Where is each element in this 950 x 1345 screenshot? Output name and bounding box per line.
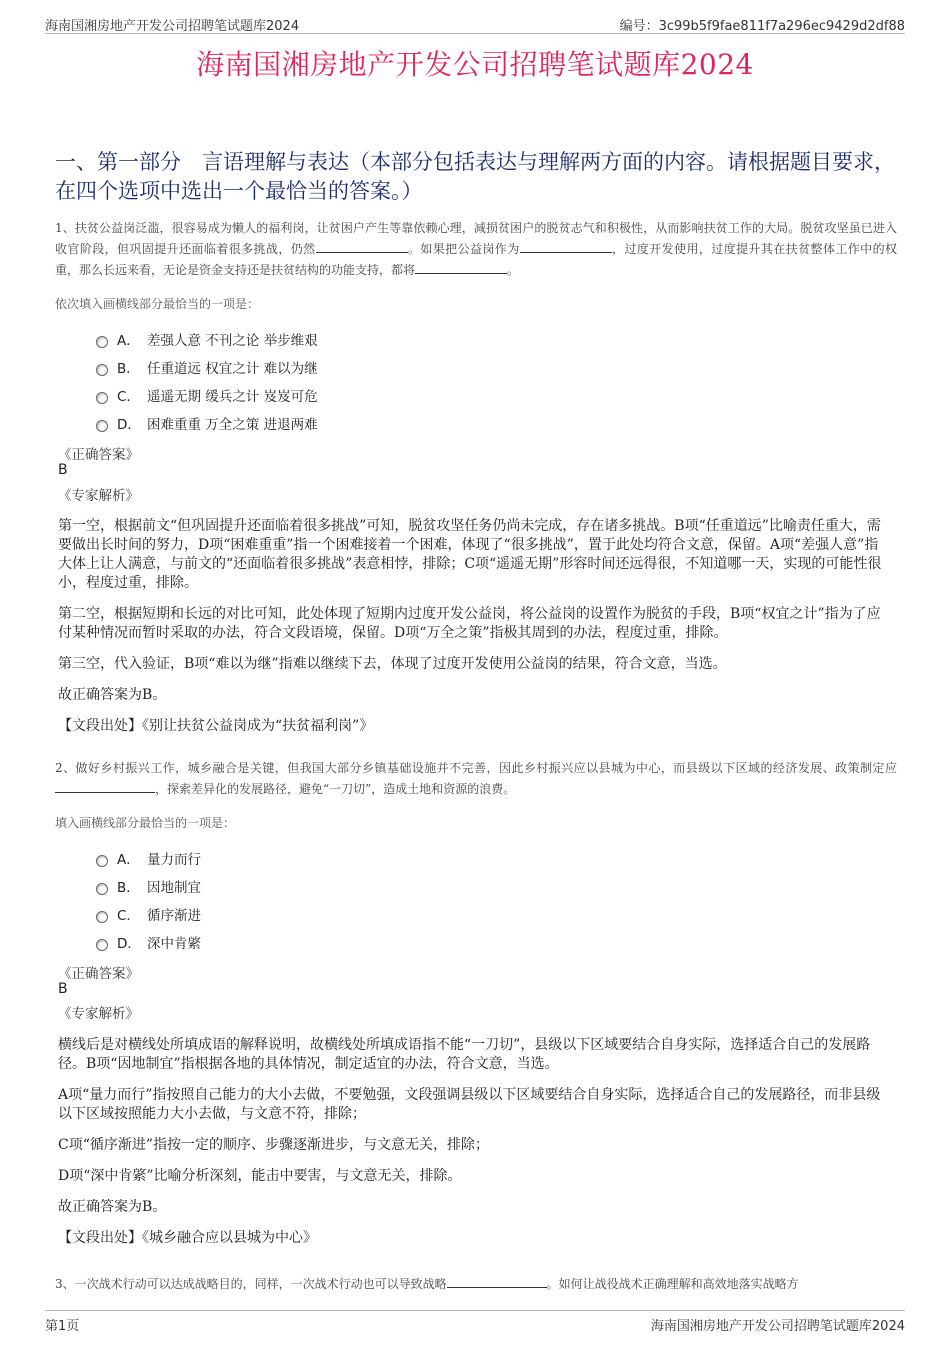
question-1-analysis [58, 517, 886, 748]
radio-icon[interactable] [96, 855, 108, 867]
option-a[interactable]: A． 量力而行 [96, 844, 201, 872]
page-title: 海南国湘房地产开发公司招聘笔试题库2024 [196, 48, 754, 81]
option-b[interactable]: B． 任重道远 权宜之计 难以为继 [96, 353, 318, 381]
question-1-prompt: 依次填入画横线部分最恰当的一项是： [55, 297, 260, 311]
analysis-label: 《专家解析》 [58, 1006, 139, 1022]
question-3-blank-1 [447, 1276, 547, 1288]
page-footer [45, 1310, 905, 1334]
option-d[interactable]: D． 困难重重 万全之策 进退两难 [96, 409, 318, 437]
analysis-paragraph: D项“深中肯綮”比喻分析深刻，能击中要害，与文意无关，排除。 [58, 1168, 462, 1184]
question-1-blank-3 [415, 262, 507, 274]
answer-value: B [58, 462, 68, 478]
question-3-text: 3、一次战术行动可以达成战略目的，同样，一次战术行动也可以导致战略 。如何让战役战术正确理解和高效地落实战略方 [55, 1277, 799, 1291]
question-2-analysis [58, 1036, 886, 1260]
option-c[interactable]: C． 遥遥无期 缓兵之计 岌岌可危 [96, 381, 318, 409]
radio-icon[interactable] [96, 364, 108, 376]
analysis-paragraph: 故正确答案为B。 [58, 1199, 167, 1215]
answer-label: 《正确答案》 [58, 447, 139, 463]
header-doc-id: 编号：3c99b5f9fae811f7a296ec9429d2df88 [619, 19, 905, 34]
option-a[interactable]: A． 差强人意 不刊之论 举步维艰 [96, 325, 318, 353]
analysis-paragraph: 第二空，根据短期和长远的对比可知，此处体现了短期内过度开发公益岗，将公益岗的设置作为脱贫的手段，B项“权宜之计”指为了应付某种情况而暂时采取的办法，符合文段语境，保留。D项“万全之策”指极其周到的办法，程度过重，排除。 [58, 606, 881, 641]
radio-icon[interactable] [96, 939, 108, 951]
question-2-text: 2、做好乡村振兴工作，城乡融合是关键，但我国大部分乡镇基础设施并不完善，因此乡村振兴应以县城为中心，而县级以下区域的经济发展、政策制定应，探索差异化的发展路径，避免“一刀切”，造成土地和资源的浪费。 [55, 761, 897, 796]
page-header [45, 15, 905, 34]
question-2-prompt: 填入画横线部分最恰当的一项是： [55, 816, 236, 830]
analysis-label: 《专家解析》 [58, 488, 139, 504]
radio-icon[interactable] [96, 392, 108, 404]
analysis-paragraph: C项“循序渐进”指按一定的顺序、步骤逐渐进步，与文意无关，排除； [58, 1137, 490, 1153]
analysis-paragraph: 横线后是对横线处所填成语的解释说明，故横线处所填成语指不能“一刀切”，县级以下区域要结合自身实际，选择适合自己的发展路径。B项“因地制宜”指根据各地的具体情况，制定适宜的办法，符合文意，当选。 [58, 1037, 871, 1072]
question-2-blank-1 [55, 781, 155, 793]
option-c[interactable]: C． 循序渐进 [96, 900, 201, 928]
answer-value: B [58, 981, 68, 997]
option-b[interactable]: B． 因地制宜 [96, 872, 201, 900]
radio-icon[interactable] [96, 911, 108, 923]
analysis-paragraph: 第一空，根据前文“但巩固提升还面临着很多挑战”可知，脱贫攻坚任务仍尚未完成，存在诸多挑战。B项“任重道远”比喻责任重大，需要做出长时间的努力，D项“困难重重”指一个困难接着一个困难，体现了“很多挑战”，置于此处均符合文意，保留。A项“差强人意”指大体上让人满意，与前文的“还面临着很多挑战”表意相悖，排除；C项“遥遥无期”形容时间还远得很，不知道哪一天，实现的可能性很小，程度过重，排除。 [58, 518, 882, 591]
source-citation: 【文段出处】《城乡融合应以县城为中心》 [58, 1230, 317, 1246]
footer-doc-title: 海南国湘房地产开发公司招聘笔试题库2024 [650, 1319, 905, 1334]
radio-icon[interactable] [96, 420, 108, 432]
answer-label: 《正确答案》 [58, 966, 139, 982]
question-1-text: 1、扶贫公益岗泛滥，很容易成为懒人的福利岗，让贫困户产生等靠依赖心理，减损贫困户的脱贫志气和积极性，从而影响扶贫工作的大局。脱贫攻坚虽已进入收官阶段，但巩固提升还面临着很多挑战，仍然 。如果把公益岗作为 ，过度开发使用，过度提升其在扶贫整体工作中的权重，那么长远来看，无论是资金支持还是扶贫结构的功能支持，都将 。 [55, 221, 897, 277]
question-1-options [96, 325, 318, 437]
option-d[interactable]: D． 深中肯綮 [96, 928, 201, 956]
section-heading: 一、第一部分 言语理解与表达（本部分包括表达与理解两方面的内容。请根据题目要求，在四个选项中选出一个最恰当的答案。） [55, 150, 895, 203]
question-1-blank-2 [520, 241, 612, 253]
radio-icon[interactable] [96, 883, 108, 895]
header-doc-title: 海南国湘房地产开发公司招聘笔试题库2024 [45, 19, 300, 34]
analysis-paragraph: 第三空，代入验证，B项“难以为继”指难以继续下去，体现了过度开发使用公益岗的结果，符合文意，当选。 [58, 656, 727, 672]
radio-icon[interactable] [96, 336, 108, 348]
page-number: 第1页 [45, 1319, 80, 1334]
source-citation: 【文段出处】《别让扶贫公益岗成为“扶贫福利岗”》 [58, 718, 374, 734]
question-2-options [96, 844, 201, 956]
analysis-paragraph: 故正确答案为B。 [58, 687, 167, 703]
analysis-paragraph: A项“量力而行”指按照自己能力的大小去做，不要勉强，文段强调县级以下区域要结合自身实际，选择适合自己的发展路径，而非县级以下区域按照能力大小去做，与文意不符，排除； [58, 1087, 881, 1122]
question-1-blank-1 [316, 241, 408, 253]
